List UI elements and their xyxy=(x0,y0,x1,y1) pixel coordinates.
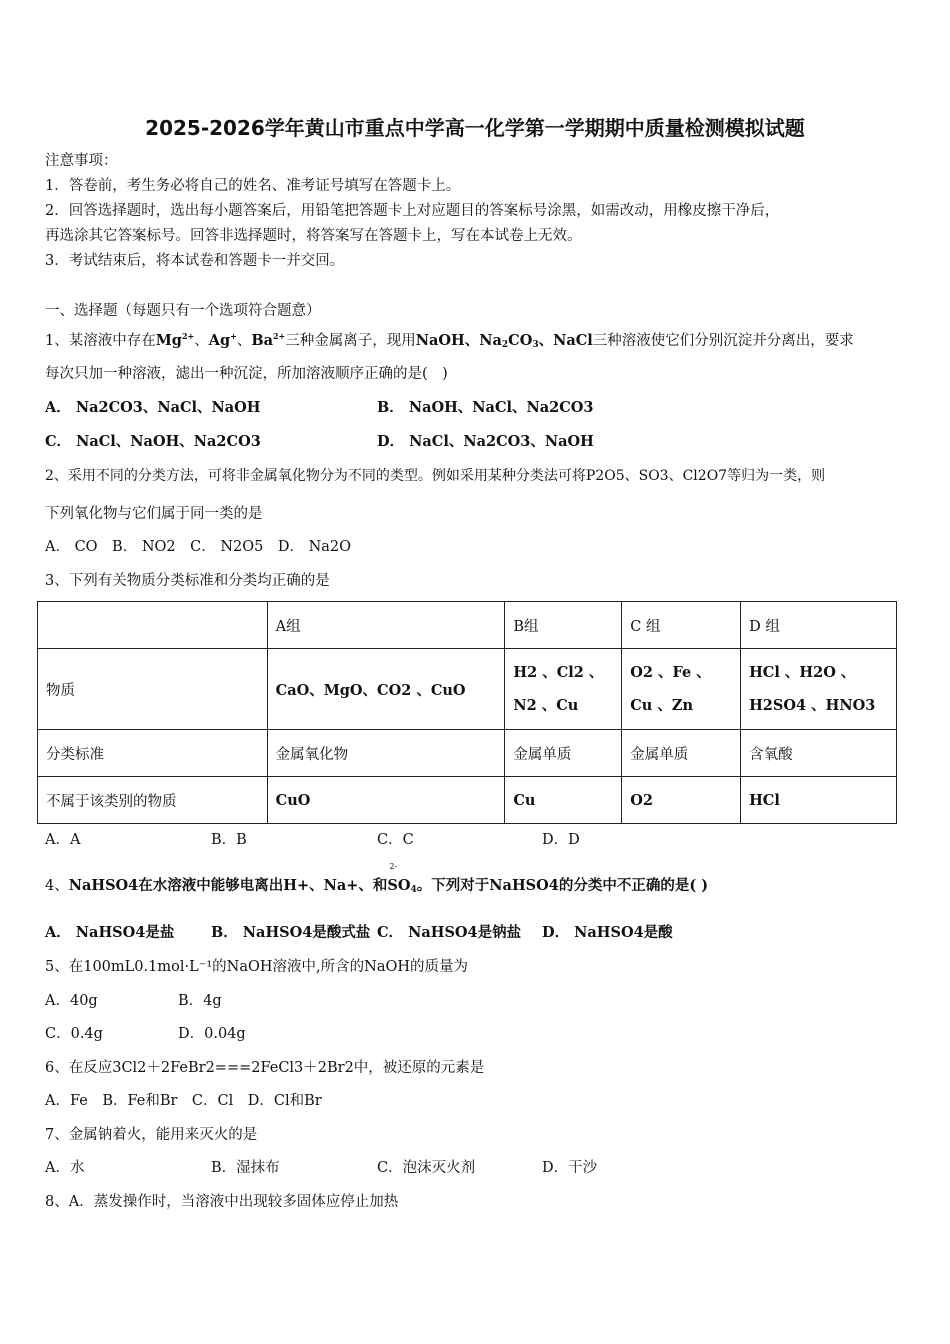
table-cell: 金属氧化物 xyxy=(267,730,505,777)
section-heading: 一、选择题（每题只有一个选项符合题意） xyxy=(45,303,321,319)
question-5-stem: 5、在100mL0.1mol·L⁻¹的NaOH溶液中,所含的NaOH的质量为 xyxy=(45,959,468,975)
q1-option-b[interactable]: B． NaOH、NaCl、Na2CO3 xyxy=(377,399,594,416)
q1-option-a-text: Na2CO3、NaCl、NaOH xyxy=(75,399,261,416)
q2-options[interactable]: A． CO B． NO2 C． N2O5 D． Na2O xyxy=(45,539,352,555)
q1-option-d[interactable]: D． NaCl、Na2CO3、NaOH xyxy=(377,433,594,450)
q5-option-d[interactable]: D．0.04g xyxy=(178,1026,246,1042)
q7-option-d[interactable]: D．干沙 xyxy=(542,1160,598,1176)
q1-ion-ba: $Ba^{2+}$ xyxy=(251,331,286,349)
notice-heading: 注意事项： xyxy=(45,153,118,169)
q5-option-c[interactable]: C．0.4g xyxy=(45,1026,103,1042)
table-cell: HCl xyxy=(741,777,897,824)
q3-option-d[interactable]: D．D xyxy=(542,832,580,848)
table-row-exception xyxy=(38,777,897,824)
table-header-c: C 组 xyxy=(622,602,741,649)
q1-option-c[interactable]: C． NaCl、NaOH、Na2CO3 xyxy=(45,433,261,450)
table-cell: 金属单质 xyxy=(622,730,741,777)
q6-options[interactable]: A．Fe B．Fe和Br C．Cl D．Cl和Br xyxy=(45,1093,322,1109)
table-cell: 金属单质 xyxy=(505,730,622,777)
notice-item-1: 1．答卷前，考生务必将自己的姓名、准考证号填写在答题卡上。 xyxy=(45,178,461,194)
table-header-d: D 组 xyxy=(741,602,897,649)
q1-ion-mg: $Mg^{2+}$ xyxy=(155,331,195,349)
q4-text-1: NaHSO4在水溶液中能够电离出H+、Na+、和 xyxy=(68,877,388,894)
question-2-line-2: 下列氧化物与它们属于同一类的是 xyxy=(45,506,263,522)
q4-option-c[interactable]: C． NaHSO4是钠盐 xyxy=(377,924,522,941)
table-row-standard xyxy=(38,730,897,777)
notice-item-3: 3．考试结束后，将本试卷和答题卡一并交回。 xyxy=(45,253,345,269)
q1-reagents: NaOH、$Na_2CO_3$、NaCl xyxy=(415,332,593,350)
classification-table xyxy=(37,601,897,824)
question-4-stem xyxy=(45,862,709,899)
q1-ion-ag: Ag+ xyxy=(208,331,237,349)
q3-option-b[interactable]: B．B xyxy=(211,832,247,848)
q1-option-c-text: NaCl、NaOH、Na2CO3 xyxy=(76,433,261,450)
q4-option-b[interactable]: B． NaHSO4是酸式盐 xyxy=(211,924,371,941)
table-cell: O2 、Fe 、 Cu 、Zn xyxy=(622,649,741,730)
table-cell: O2 xyxy=(622,777,741,824)
question-1-line-1 xyxy=(45,327,854,354)
q7-option-c[interactable]: C．泡沫灭火剂 xyxy=(377,1160,476,1176)
q4-text-2: 。下列对于NaHSO4的分类中不正确的是( ) xyxy=(416,877,709,894)
notice-item-2a: 2．回答选择题时，选出每小题答案后，用铅笔把答题卡上对应题目的答案标号涂黑，如需改动，用橡皮擦干净后， xyxy=(45,203,780,219)
table-cell: CaO、MgO、CO2 、CuO xyxy=(267,649,505,730)
table-cell: 物质 xyxy=(38,649,268,730)
question-3-stem: 3、下列有关物质分类标准和分类均正确的是 xyxy=(45,573,330,589)
q3-option-a[interactable]: A．A xyxy=(45,832,81,848)
q1-option-a[interactable]: A． Na2CO3、NaCl、NaOH xyxy=(45,399,261,416)
q3-option-c[interactable]: C．C xyxy=(377,832,414,848)
table-row-substance xyxy=(38,649,897,730)
question-1-line-2: 每次只加一种溶液，滤出一种沉淀，所加溶液顺序正确的是( ) xyxy=(45,366,448,382)
q1-text-3: 三种溶液使它们分别沉淀并分离出，要求 xyxy=(592,333,854,349)
table-header-row xyxy=(38,602,897,649)
q1-sep: 、 xyxy=(194,333,209,349)
q4-option-a[interactable]: A． NaHSO4是盐 xyxy=(45,924,175,941)
table-cell: 含氧酸 xyxy=(741,730,897,777)
question-7-stem: 7、金属钠着火，能用来灭火的是 xyxy=(45,1127,258,1143)
q4-num: 4、 xyxy=(45,878,69,894)
table-cell: CuO xyxy=(267,777,505,824)
q1-sep: 、 xyxy=(236,333,252,349)
notice-item-2b: 再选涂其它答案标号。回答非选择题时，将答案写在答题卡上，写在本试卷上无效。 xyxy=(45,228,582,244)
q5-option-b[interactable]: B．4g xyxy=(178,993,222,1009)
question-8-stem: 8、A．蒸发操作时，当溶液中出现较多固体应停止加热 xyxy=(45,1194,399,1210)
q1-text-2: 三种金属离子，现用 xyxy=(285,333,416,349)
table-cell: 分类标准 xyxy=(38,730,268,777)
q7-option-b[interactable]: B．湿抹布 xyxy=(211,1160,280,1176)
table-cell: 不属于该类别的物质 xyxy=(38,777,268,824)
q1-option-b-text: NaOH、NaCl、Na2CO3 xyxy=(408,399,594,416)
q7-option-a[interactable]: A．水 xyxy=(45,1160,85,1176)
q4-sulfate: SO 2- $_4$ xyxy=(387,862,417,895)
question-6-stem: 6、在反应3Cl2＋2FeBr2===2FeCl3＋2Br2中，被还原的元素是 xyxy=(45,1060,485,1076)
q1-num: 1、 xyxy=(45,333,69,349)
table-cell: Cu xyxy=(505,777,622,824)
q5-option-a[interactable]: A．40g xyxy=(45,993,98,1009)
table-header-a: A组 xyxy=(267,602,505,649)
table-header-b: B组 xyxy=(505,602,622,649)
q4-option-d[interactable]: D． NaHSO4是酸 xyxy=(542,924,673,941)
page-title: 2025-2026学年黄山市重点中学高一化学第一学期期中质量检测模拟试题 xyxy=(145,116,805,140)
table-cell: HCl 、H2O 、 H2SO4 、HNO3 xyxy=(741,649,897,730)
question-2-line-1: 2、采用不同的分类方法，可将非金属氧化物分为不同的类型。例如采用某种分类法可将P2O5、SO3、Cl2O7等归为一类，则 xyxy=(45,468,826,484)
q1-option-d-text: NaCl、Na2CO3、NaOH xyxy=(409,433,594,450)
table-cell xyxy=(38,602,268,649)
table-cell: H2 、Cl2 、 N2 、Cu xyxy=(505,649,622,730)
q1-text-1: 某溶液中存在 xyxy=(68,333,156,349)
